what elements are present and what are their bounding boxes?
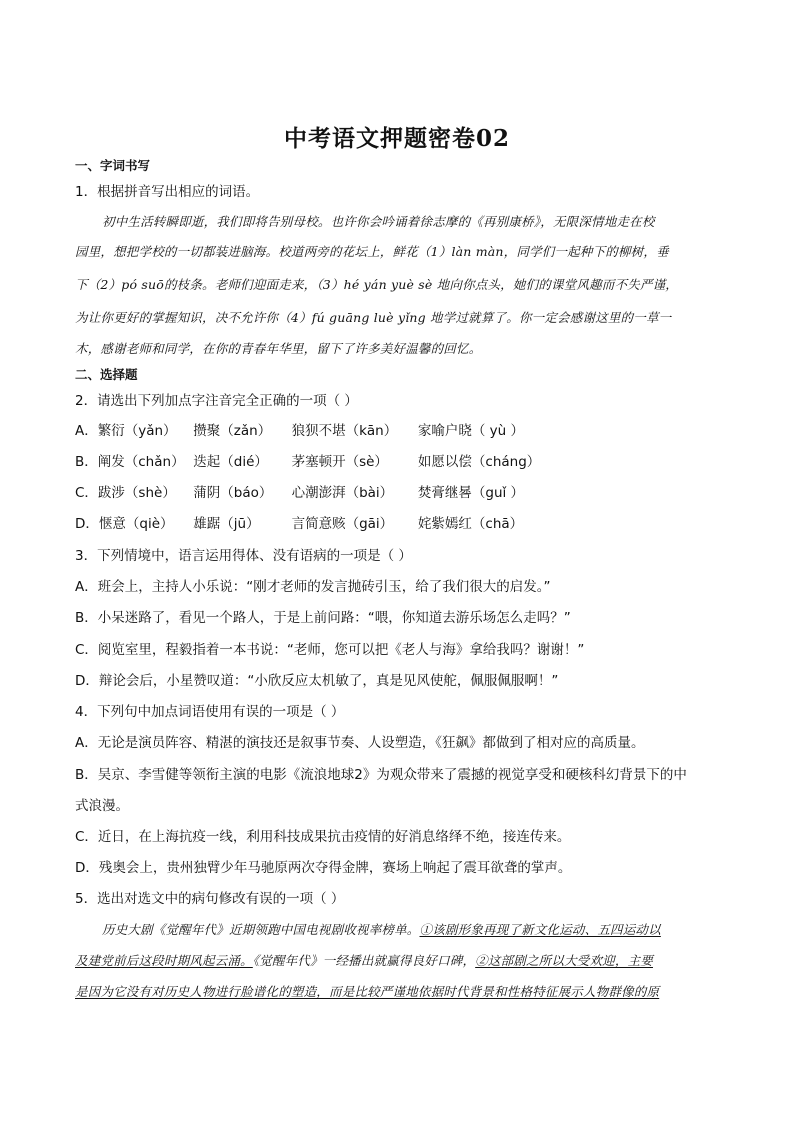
option-item: 狼狈不堪（kān） — [291, 423, 398, 439]
option-item: 姹紫嫣红（chā） — [417, 516, 524, 532]
option-item: 焚膏继晷（guǐ ） — [417, 485, 525, 501]
passage-line-3: 下（2）pó suō的枝条。老师们迎面走来，（3）hé yán yuè sè 地向你点头，她们的课堂风趣而不失严谨， — [75, 277, 678, 292]
passage-line-1: 初中生活转瞬即逝，我们即将告别母校。也许你会吟诵着徐志摩的《再别康桥》，无限深情地走在校 — [102, 214, 655, 229]
option-item: D．惬意（qiè） — [75, 516, 174, 532]
question-2-option-d — [75, 514, 725, 534]
question-4-option-d: D．残奥会上，贵州独臂少年马驰原两次夺得金牌，赛场上响起了震耳欲聋的掌声。 — [75, 860, 572, 876]
q5-passage-line-2 — [75, 951, 725, 971]
option-item: A．繁衍（yǎn） — [75, 423, 177, 439]
question-4-option-c: C．近日，在上海抗疫一线，利用科技成果抗击疫情的好消息络绎不绝，接连传来。 — [75, 829, 571, 845]
q5-passage-text: 历史大剧《觉醒年代》近期领跑中国电视剧收视率榜单。 — [102, 922, 420, 937]
option-item: C．跋涉（shè） — [75, 485, 176, 501]
q5-passage-line-3 — [75, 982, 725, 1002]
option-item: 蒲阴（báo） — [193, 485, 273, 501]
question-3-option-b: B．小呆迷路了，看见一个路人，于是上前问路：“喂，你知道去游乐场怎么走吗？” — [75, 610, 571, 626]
question-2-option-c — [75, 483, 725, 503]
option-item: 茅塞顿开（sè） — [291, 454, 388, 470]
passage-line-5: 木，感谢老师和同学，在你的青春年华里，留下了许多美好温馨的回忆。 — [75, 341, 482, 356]
q5-underlined-sentence-2-cont: 是因为它没有对历史人物进行脸谱化的塑造，而是比较严谨地依据时代背景和性格特征展示人物群像的原 — [75, 984, 660, 999]
question-4-stem: 4．下列句中加点词语使用有误的一项是（ ） — [75, 704, 345, 720]
option-item: 雄踞（jū） — [193, 516, 260, 532]
q5-passage-text: 《觉醒年代》一经播出就赢得良好口碑， — [252, 953, 476, 968]
option-item: 迭起（dié） — [193, 454, 268, 470]
question-4-option-b: B．吴京、李雪健等领衔主演的电影《流浪地球2》为观众带来了震撼的视觉享受和硬核科幻背景下的中 — [75, 767, 687, 783]
option-item: 家喻户晓（ yù ） — [417, 423, 525, 439]
question-4-option-b-cont: 式浪漫。 — [75, 798, 129, 814]
passage-line-2: 园里，想把学校的一切都装进脑海。校道两旁的花坛上，鲜花（1）làn màn，同学们一起种下的柳树，垂 — [75, 244, 669, 259]
q5-underlined-sentence-1: ①该剧形象再现了新文化运动、五四运动以 — [419, 922, 661, 937]
question-3-stem: 3．下列情境中，语言运用得体、没有语病的一项是（ ） — [75, 548, 412, 564]
question-3-option-d: D．辩论会后，小星赞叹道：“小欣反应太机敏了，真是见风使舵，佩服佩服啊！” — [75, 673, 559, 689]
question-3-option-a: A．班会上，主持人小乐说：“刚才老师的发言抛砖引玉，给了我们很大的启发。” — [75, 579, 551, 595]
passage-line-4: 为让你更好的掌握知识，决不允许你（4）fú guāng luè yǐng 地学过就算了。你一定会感谢这里的一草一 — [75, 310, 672, 325]
option-item: 心潮澎湃（bài） — [291, 485, 394, 501]
question-5-stem: 5．选出对选文中的病句修改有误的一项（ ） — [75, 891, 345, 907]
option-item: 攒聚（zǎn） — [193, 423, 272, 439]
q5-passage-line-1 — [102, 920, 752, 940]
section-heading-1: 一、字词书写 — [75, 158, 151, 173]
question-3-option-c: C．阅览室里，程毅指着一本书说：“老师，您可以把《老人与海》拿给我吗？谢谢！” — [75, 642, 585, 658]
question-1-stem: 1．根据拼音写出相应的词语。 — [75, 184, 260, 200]
q5-underlined-sentence-1-cont: 及建党前后这段时期风起云涌。 — [75, 953, 253, 968]
option-item: 如愿以偿（cháng） — [417, 454, 541, 470]
page-title: 中考语文押题密卷02 — [283, 125, 510, 152]
question-2-option-b — [75, 452, 725, 472]
question-2-stem: 2．请选出下列加点字注音完全正确的一项（ ） — [75, 393, 358, 409]
option-item: B．阐发（chǎn） — [75, 454, 185, 470]
option-item: 言简意赅（gāi） — [291, 516, 394, 532]
q5-underlined-sentence-2: ②这部剧之所以大受欢迎，主要 — [475, 953, 653, 968]
question-2-option-a — [75, 421, 725, 441]
section-heading-2: 二、选择题 — [75, 367, 138, 382]
question-4-option-a: A．无论是演员阵容、精湛的演技还是叙事节奏、人设塑造，《狂飙》都做到了相对应的高质量。 — [75, 735, 645, 751]
